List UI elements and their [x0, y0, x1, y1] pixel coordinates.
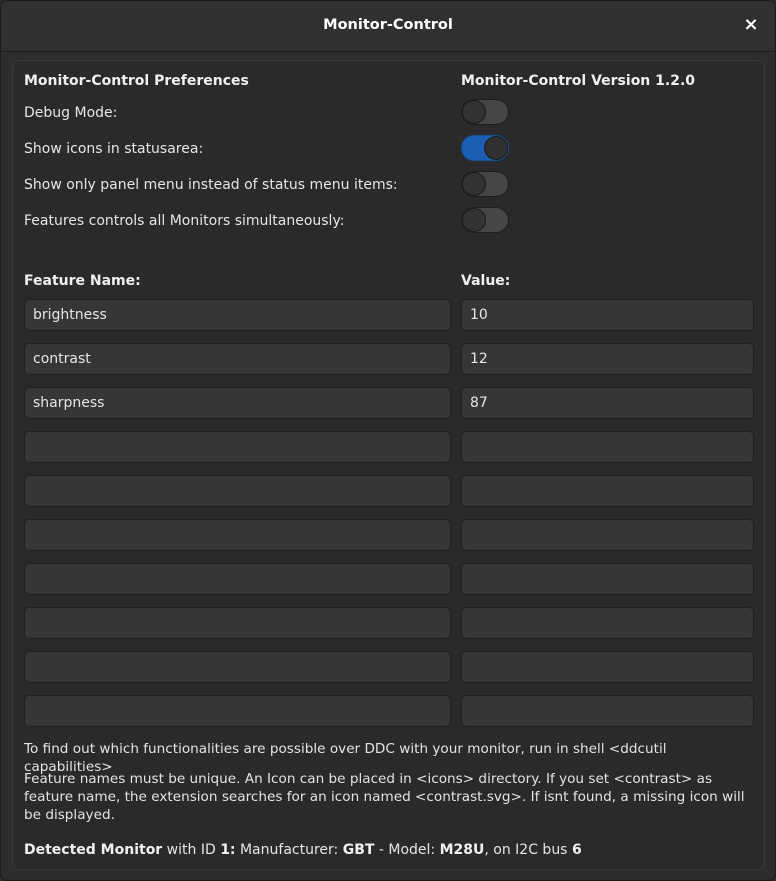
ddc-info-text: To find out which functionalities are possible over DDC with your monitor, run in shell <ddcutil capabilities> [24, 741, 667, 775]
window-title: Monitor-Control [323, 17, 453, 33]
switch-knob [462, 208, 486, 232]
feature-name-input-7[interactable] [24, 563, 451, 595]
show-icons-label: Show icons in statusarea: [24, 141, 204, 157]
switch-knob [484, 136, 508, 160]
feature-value-input-9[interactable] [461, 651, 754, 683]
model-label: - Model: [374, 842, 440, 858]
manufacturer-label: Manufacturer: [235, 842, 343, 858]
bus-label: , on I2C bus [484, 842, 572, 858]
feature-name-input-8[interactable] [24, 607, 451, 639]
feature-name-input-10[interactable] [24, 695, 451, 727]
feature-value-input-6[interactable] [461, 519, 754, 551]
feature-value-input-2[interactable] [461, 343, 754, 375]
bus-value: 6 [571, 842, 582, 858]
show-icons-switch[interactable] [461, 135, 509, 161]
feature-value-input-10[interactable] [461, 695, 754, 727]
feature-names-info-text: Feature names must be unique. An Icon can be placed in <icons> directory. If you set <contrast> as feature name, the extension searches for an icon named <contrast.svg>. If isnt found, a missing icon will be displayed. [24, 771, 745, 823]
feature-name-input-6[interactable] [24, 519, 451, 551]
switch-knob [462, 100, 486, 124]
feature-value-input-5[interactable] [461, 475, 754, 507]
monitor-id: 1: [220, 842, 236, 858]
feature-value-input-3[interactable] [461, 387, 754, 419]
panel-menu-only-switch[interactable] [461, 171, 509, 197]
model-value: M28U [439, 842, 485, 858]
close-icon[interactable]: × [743, 14, 759, 35]
debug-mode-label: Debug Mode: [24, 105, 118, 121]
detected-monitor-line [24, 842, 582, 858]
feature-name-input-2[interactable] [24, 343, 451, 375]
feature-value-input-1[interactable] [461, 299, 754, 331]
feature-name-input-9[interactable] [24, 651, 451, 683]
version-label: Monitor-Control Version 1.2.0 [461, 73, 696, 89]
with-id-text: with ID [162, 842, 221, 858]
debug-mode-switch[interactable] [461, 99, 509, 125]
feature-value-input-4[interactable] [461, 431, 754, 463]
feature-name-input-5[interactable] [24, 475, 451, 507]
feature-name-input-1[interactable] [24, 299, 451, 331]
detected-monitor-prefix: Detected Monitor [24, 842, 163, 858]
feature-name-input-3[interactable] [24, 387, 451, 419]
title-bar [1, 1, 775, 52]
feature-value-input-7[interactable] [461, 563, 754, 595]
panel-menu-only-label: Show only panel menu instead of status menu items: [24, 177, 398, 193]
all-monitors-label: Features controls all Monitors simultaneously: [24, 213, 345, 229]
preferences-panel [12, 60, 765, 870]
preferences-heading: Monitor-Control Preferences [24, 73, 249, 89]
all-monitors-switch[interactable] [461, 207, 509, 233]
manufacturer-value: GBT [342, 842, 375, 858]
value-header: Value: [461, 273, 511, 289]
switch-knob [462, 172, 486, 196]
feature-value-input-8[interactable] [461, 607, 754, 639]
feature-name-input-4[interactable] [24, 431, 451, 463]
feature-name-header: Feature Name: [24, 273, 141, 289]
